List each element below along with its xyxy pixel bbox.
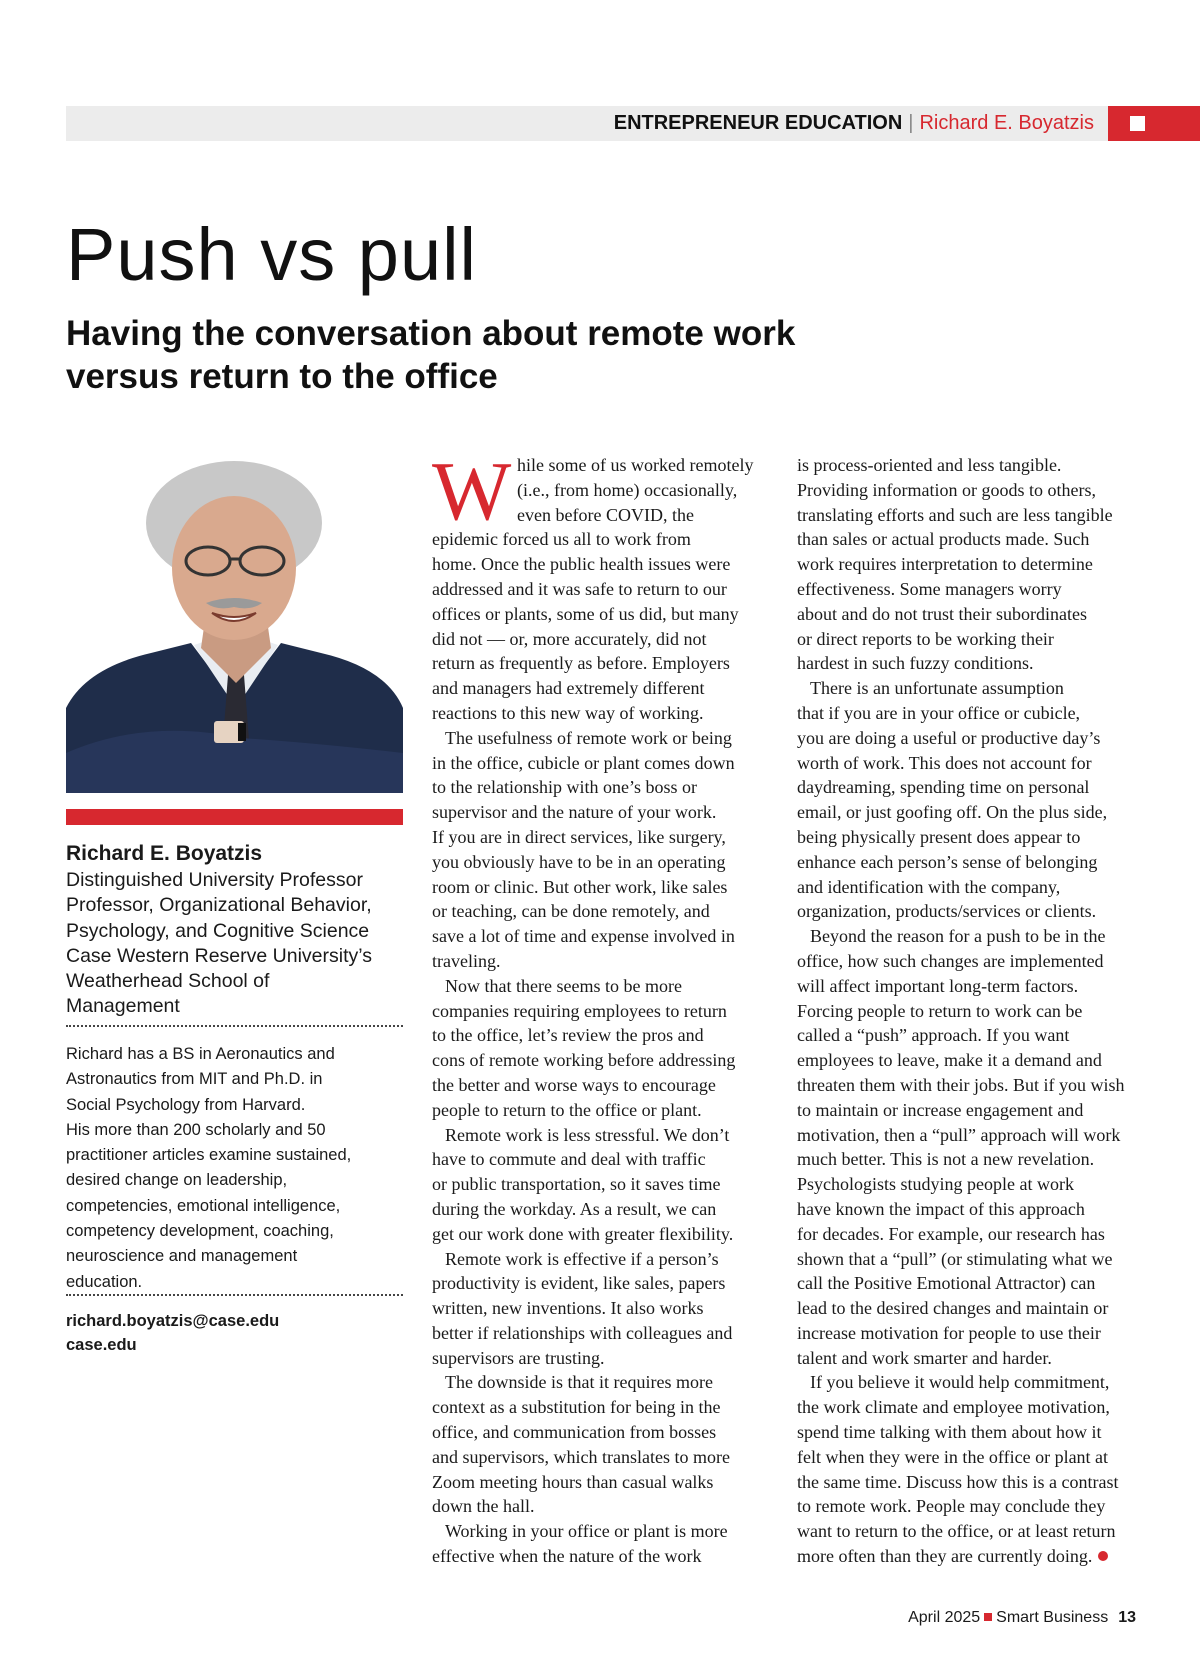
- body-text-line: The downside is that it requires more: [445, 1372, 713, 1393]
- body-text-line: hardest in such fuzzy conditions.: [797, 653, 1034, 674]
- body-text-line: context as a substitution for being in the: [432, 1397, 721, 1418]
- author-website-link[interactable]: case.edu: [66, 1336, 137, 1354]
- body-text-line: in the office, cubicle or plant comes down: [432, 752, 735, 773]
- body-text-line: offices or plants, some of us did, but many: [432, 603, 739, 624]
- body-text-line: get our work done with greater flexibility.: [432, 1223, 734, 1244]
- bio-contact: [66, 1309, 406, 1357]
- body-text-line: to the relationship with one’s boss or: [432, 777, 697, 798]
- body-text-line: to maintain or increase engagement and: [797, 1099, 1084, 1120]
- body-text-line: even before COVID, the: [517, 504, 694, 525]
- bio-description-line: desired change on leadership,: [66, 1171, 288, 1190]
- header-author: Richard E. Boyatzis: [919, 112, 1094, 134]
- footer-square-icon: [984, 1613, 992, 1621]
- body-text-line: have to commute and deal with traffic: [432, 1149, 706, 1170]
- bio-name: Richard E. Boyatzis: [66, 842, 263, 865]
- body-text-line: supervisor and the nature of your work.: [432, 802, 717, 823]
- body-text-line: office, how such changes are implemented: [797, 950, 1104, 971]
- author-photo: [66, 453, 403, 793]
- body-text-line: daydreaming, spending time on personal: [797, 777, 1090, 798]
- body-text-line: spend time talking with them about how it: [797, 1422, 1102, 1443]
- header-text: [614, 106, 1094, 141]
- article-column-right: [797, 453, 1137, 1569]
- page-footer: [908, 1608, 1136, 1628]
- body-text-line: and supervisors, which translates to more: [432, 1446, 730, 1467]
- body-text-line: better if relationships with colleagues and: [432, 1322, 733, 1343]
- body-text-line: office, and communication from bosses: [432, 1422, 717, 1443]
- body-text-line: people to return to the office or plant.: [432, 1099, 702, 1120]
- header-section: ENTREPRENEUR EDUCATION: [613, 112, 903, 134]
- article-title: Push vs pull: [66, 213, 477, 296]
- body-text-line: work requires interpretation to determine: [797, 554, 1093, 575]
- body-text-line: the same time. Discuss how this is a contrast: [797, 1471, 1119, 1492]
- body-text-line: epidemic forced us all to work from: [432, 529, 691, 550]
- body-text-line: and identification with the company,: [797, 876, 1061, 897]
- body-text-line: during the workday. As a result, we can: [432, 1198, 717, 1219]
- body-text-line: Zoom meeting hours than casual walks: [432, 1471, 714, 1492]
- body-text-line: hile some of us worked remotely: [517, 455, 754, 475]
- body-text-line: lead to the desired changes and maintain or: [797, 1298, 1109, 1319]
- body-text-line: than sales or actual products made. Such: [797, 529, 1090, 550]
- body-text-line: Forcing people to return to work can be: [797, 1000, 1083, 1021]
- body-text-line: have known the impact of this approach: [797, 1198, 1085, 1219]
- bio-description-line: competencies, emotional intelligence,: [66, 1196, 341, 1215]
- bio-description-line: neuroscience and management: [66, 1247, 298, 1266]
- body-text-line: and managers had extremely different: [432, 678, 705, 699]
- body-text-line: down the hall.: [432, 1496, 535, 1517]
- body-text-line: much better. This is not a new revelation.: [797, 1149, 1095, 1170]
- body-text-line: home. Once the public health issues were: [432, 554, 731, 575]
- body-text-line: threaten them with their jobs. But if you wish: [797, 1074, 1125, 1095]
- body-text-line: about and do not trust their subordinates: [797, 603, 1087, 624]
- body-text-line: written, new inventions. It also works: [432, 1298, 704, 1319]
- body-text-line: Providing information or goods to others,: [797, 479, 1096, 500]
- footer-date: April 2025: [908, 1609, 981, 1626]
- body-text-line: that if you are in your office or cubicle,: [797, 702, 1081, 723]
- body-text-line: employees to leave, make it a demand and: [797, 1050, 1102, 1071]
- body-text-line: the work climate and employee motivation,: [797, 1397, 1110, 1418]
- bio-description-line: competency development, coaching,: [66, 1222, 334, 1241]
- bio-description-line: Astronautics from MIT and Ph.D. in: [66, 1070, 323, 1089]
- body-text-line: reactions to this new way of working.: [432, 702, 704, 723]
- body-text-line: There is an unfortunate assumption: [810, 678, 1064, 699]
- body-text-line: translating efforts and such are less tangible: [797, 504, 1113, 525]
- body-text-line: or public transportation, so it saves time: [432, 1174, 721, 1195]
- body-text-line: to remote work. People may conclude they: [797, 1496, 1106, 1517]
- bio-title-line: Management: [66, 995, 180, 1018]
- body-text-line: shown that a “pull” (or stimulating what we: [797, 1248, 1113, 1269]
- body-text-line: more often than they are currently doing.: [797, 1544, 1137, 1569]
- body-text-line: or teaching, can be done remotely, and: [432, 901, 710, 922]
- body-text-line: supervisors are trusting.: [432, 1347, 605, 1368]
- body-text-line: Remote work is less stressful. We don’t: [445, 1124, 730, 1145]
- bio-description-line: education.: [66, 1272, 143, 1291]
- body-text-line: companies requiring employees to return: [432, 1000, 727, 1021]
- body-text-line: motivation, then a “pull” approach will work: [797, 1124, 1121, 1145]
- body-text-line: (i.e., from home) occasionally,: [517, 479, 738, 500]
- left-column-body: [432, 527, 772, 1568]
- body-text-line: traveling.: [432, 950, 501, 971]
- body-text-line: Working in your office or plant is more: [445, 1521, 728, 1542]
- body-text-line: want to return to the office, or at least return: [797, 1521, 1116, 1542]
- page-number: 13: [1118, 1609, 1136, 1626]
- body-text-line: effective when the nature of the work: [432, 1546, 702, 1567]
- bio-titles: [66, 868, 406, 1020]
- drop-cap: W: [432, 445, 512, 538]
- body-text-line: for decades. For example, our research has: [797, 1223, 1105, 1244]
- bio-description-line: His more than 200 scholarly and 50: [66, 1120, 326, 1139]
- body-text-line: worth of work. This does not account for: [797, 752, 1092, 773]
- body-text-line: did not — or, more accurately, did not: [432, 628, 707, 649]
- article-column-left: [432, 445, 772, 1569]
- bio-title-line: Weatherhead School of: [66, 970, 270, 993]
- body-text-line: addressed and it was safe to return to our: [432, 578, 727, 599]
- body-text-line: The usefulness of remote work or being: [445, 727, 732, 748]
- author-portrait-icon: [66, 453, 403, 793]
- header-separator: |: [908, 112, 914, 134]
- body-text-line: organization, products/services or clients.: [797, 901, 1097, 922]
- body-text-line: to the office, let’s review the pros and: [432, 1025, 704, 1046]
- end-mark-icon: [1098, 1551, 1108, 1561]
- body-text-line: the better and worse ways to encourage: [432, 1074, 716, 1095]
- body-text-line: productivity is evident, like sales, papers: [432, 1273, 726, 1294]
- body-text-line: talent and work smarter and harder.: [797, 1347, 1052, 1368]
- body-text-line: call the Positive Emotional Attractor) can: [797, 1273, 1096, 1294]
- body-text-line: Now that there seems to be more: [445, 975, 682, 996]
- bio-title-line: Professor, Organizational Behavior,: [66, 894, 372, 917]
- right-column-body: [797, 453, 1137, 1569]
- bio-description-line: Social Psychology from Harvard.: [66, 1095, 306, 1114]
- body-text-line: will affect important long-term factors.: [797, 975, 1079, 996]
- bio-red-rule: [66, 809, 403, 825]
- body-text-line: return as frequently as before. Employers: [432, 653, 730, 674]
- article-subtitle: Having the conversation about remote work versus return to the office: [66, 314, 796, 396]
- footer-magazine: Smart Business: [996, 1609, 1109, 1626]
- body-text-line: increase motivation for people to use their: [797, 1322, 1101, 1343]
- body-text-line: email, or just goofing off. On the plus side,: [797, 802, 1108, 823]
- author-email-link[interactable]: richard.boyatzis@case.edu: [66, 1312, 280, 1330]
- body-text-line: Psychologists studying people at work: [797, 1174, 1074, 1195]
- body-text-line: effectiveness. Some managers worry: [797, 578, 1062, 599]
- body-text-line: room or clinic. But other work, like sales: [432, 876, 728, 897]
- body-text-line: Remote work is effective if a person’s: [445, 1248, 719, 1269]
- dotted-divider: [66, 1294, 403, 1296]
- body-text-line: If you believe it would help commitment,: [810, 1372, 1110, 1393]
- body-text-line: cons of remote working before addressing: [432, 1050, 736, 1071]
- body-text-line: enhance each person’s sense of belonging: [797, 851, 1098, 872]
- body-text-line: being physically present does appear to: [797, 826, 1081, 847]
- body-text-line: save a lot of time and expense involved in: [432, 926, 735, 947]
- bio-title-line: Distinguished University Professor: [66, 869, 363, 891]
- body-text-line: you are doing a useful or productive day’s: [797, 727, 1101, 748]
- header-square-icon: [1130, 116, 1145, 131]
- header-accent-block: [1108, 106, 1200, 141]
- body-text-line: If you are in direct services, like surgery,: [432, 826, 726, 847]
- body-text-line: is process-oriented and less tangible.: [797, 455, 1062, 475]
- bio-title-line: Psychology, and Cognitive Science: [66, 919, 370, 942]
- body-text-line: felt when they were in the office or plant at: [797, 1446, 1109, 1467]
- body-text-line: Beyond the reason for a push to be in the: [810, 926, 1106, 947]
- bio-title-line: Case Western Reserve University’s: [66, 944, 372, 967]
- bio-description: [66, 1042, 406, 1295]
- body-text-line: or direct reports to be working their: [797, 628, 1054, 649]
- bio-description-line: practitioner articles examine sustained,: [66, 1146, 352, 1165]
- bio-description-line: Richard has a BS in Aeronautics and: [66, 1045, 335, 1063]
- dotted-divider: [66, 1025, 403, 1027]
- body-text-line: you obviously have to be in an operating: [432, 851, 726, 872]
- body-text-line: called a “push” approach. If you want: [797, 1025, 1070, 1046]
